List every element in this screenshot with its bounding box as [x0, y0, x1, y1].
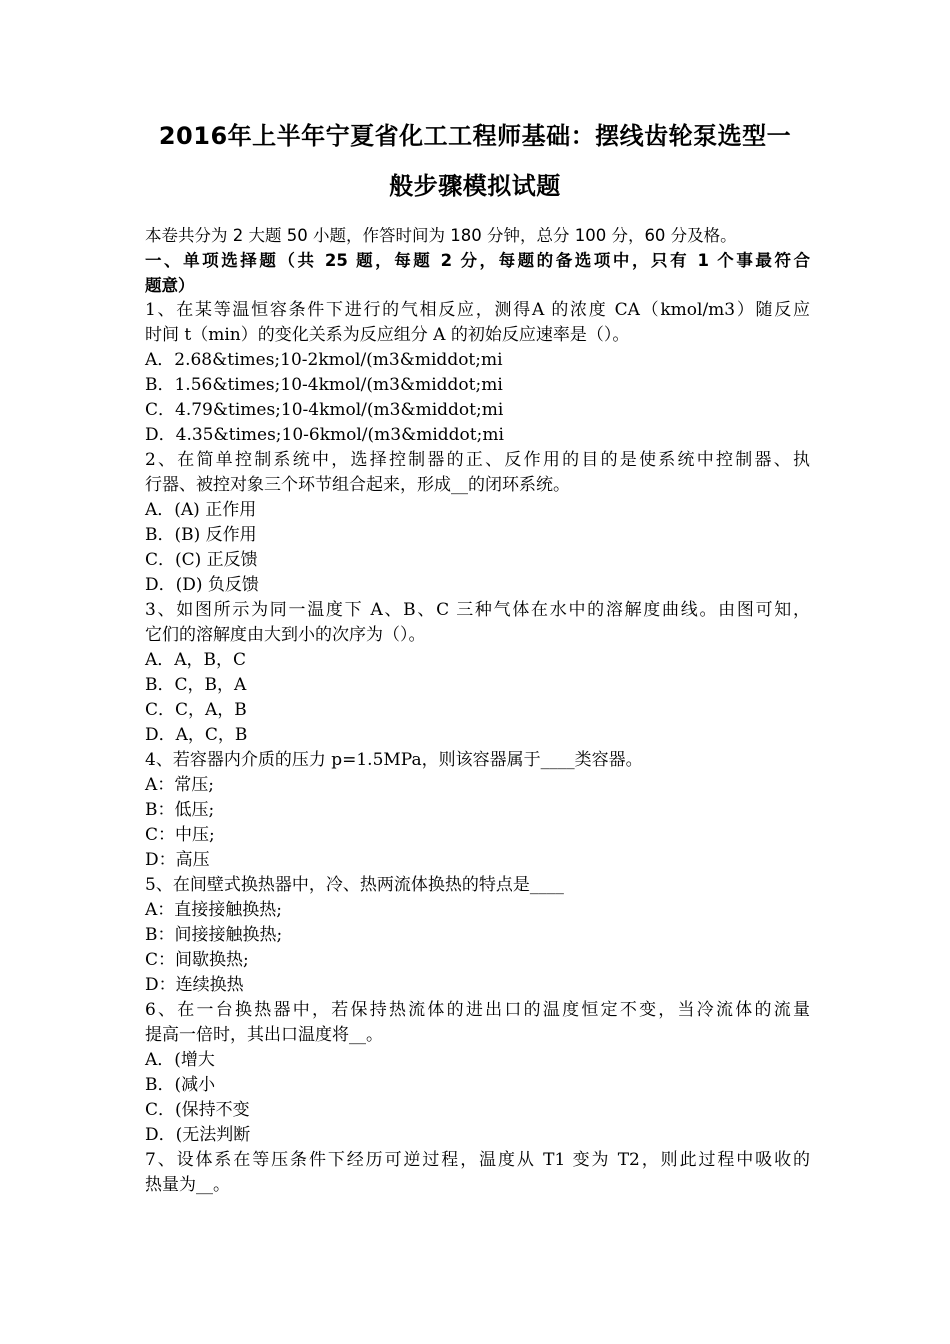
document-title-line-1: 2016年上半年宁夏省化工工程师基础：摆线齿轮泵选型一 [158, 122, 792, 150]
document-body [145, 223, 810, 1198]
question-stem-line: 6、在一台换热器中，若保持热流体的进出口的温度恒定不变，当冷流体的流量 [145, 1000, 810, 1020]
answer-option: C：中压; [145, 825, 215, 845]
answer-option: D：连续换热 [145, 975, 244, 995]
exam-intro: 本卷共分为 2 大题 50 小题，作答时间为 180 分钟，总分 100 分，60 分及格。 [145, 226, 737, 245]
answer-option: A：直接接触换热; [145, 900, 283, 920]
answer-option: C．(保持不变 [145, 1100, 250, 1120]
answer-option: C．C，A，B [145, 700, 247, 720]
question-7 [145, 1148, 810, 1198]
question-stem-line: 行器、被控对象三个环节组合起来，形成__的闭环系统。 [145, 475, 570, 495]
answer-option: B．1.56&times;10-4kmol/(m3&middot;mi [145, 375, 503, 395]
answer-option: A．(增大 [145, 1050, 215, 1070]
answer-option: A．(A) 正作用 [145, 500, 257, 520]
question-stem-line: 7、设体系在等压条件下经历可逆过程，温度从 T1 变为 T2，则此过程中吸收的 [145, 1150, 810, 1170]
question-stem-line: 它们的溶解度由大到小的次序为（）。 [145, 625, 426, 645]
question-1 [145, 298, 810, 448]
answer-option: D：高压 [145, 850, 210, 870]
answer-option: B：低压; [145, 800, 215, 820]
answer-option: A．2.68&times;10-2kmol/(m3&middot;mi [145, 350, 503, 370]
question-stem-line: 5、在间壁式换热器中，冷、热两流体换热的特点是____ [145, 875, 564, 895]
answer-option: A．A，B，C [145, 650, 247, 670]
question-3 [145, 598, 810, 748]
answer-option: C．4.79&times;10-4kmol/(m3&middot;mi [145, 400, 504, 420]
answer-option: B．C，B，A [145, 675, 247, 695]
question-6 [145, 998, 810, 1148]
question-stem-line: 时间 t（min）的变化关系为反应组分 A 的初始反应速率是（）。 [145, 325, 630, 345]
question-stem-line: 4、若容器内介质的压力 p=1.5MPa，则该容器属于____类容器。 [145, 750, 643, 770]
question-stem-line: 热量为__。 [145, 1175, 230, 1195]
question-4 [145, 748, 810, 873]
answer-option: C．(C) 正反馈 [145, 550, 258, 570]
document-title-line-2: 般步骤模拟试题 [389, 172, 561, 200]
answer-option: A：常压; [145, 775, 215, 795]
question-stem-line: 2、在简单控制系统中，选择控制器的正、反作用的目的是使系统中控制器、执 [145, 450, 810, 470]
answer-option: D．4.35&times;10-6kmol/(m3&middot;mi [145, 425, 504, 445]
answer-option: C：间歇换热; [145, 950, 249, 970]
question-stem-line: 1、在某等温恒容条件下进行的气相反应，测得A 的浓度 CA（kmol/m3）随反应 [145, 300, 810, 320]
answer-option: B．(减小 [145, 1075, 216, 1095]
question-5 [145, 873, 810, 998]
answer-option: D．A，C，B [145, 725, 248, 745]
section-heading-line-2: 题意） [145, 276, 195, 295]
answer-option: B．(B) 反作用 [145, 525, 257, 545]
section-heading-line-1: 一、单项选择题（共 25 题，每题 2 分，每题的备选项中，只有 1 个事最符合 [145, 251, 810, 270]
question-stem-line: 提高一倍时，其出口温度将__。 [145, 1025, 383, 1045]
answer-option: D．(无法判断 [145, 1125, 251, 1145]
question-stem-line: 3、如图所示为同一温度下 A、B、C 三种气体在水中的溶解度曲线。由图可知， [145, 600, 810, 620]
answer-option: D．(D) 负反馈 [145, 575, 259, 595]
question-2 [145, 448, 810, 598]
answer-option: B：间接接触换热; [145, 925, 283, 945]
